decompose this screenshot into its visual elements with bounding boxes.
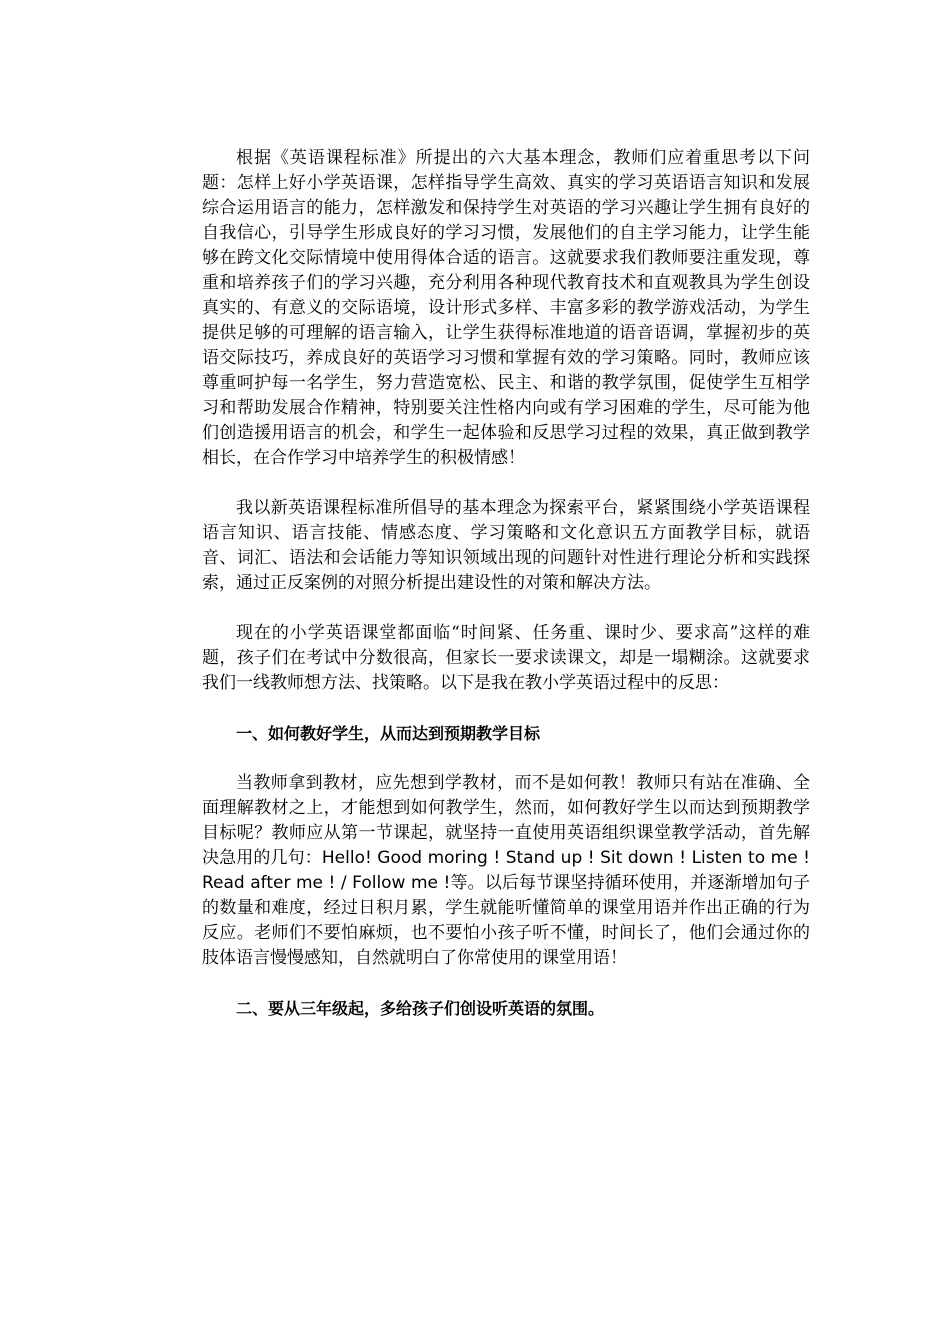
paragraph-challenges: 现在的小学英语课堂都面临“时间紧、任务重、课时少、要求高”这样的难题，孩子们在考试中分数很高，但家长一要求读课文，却是一塌糊涂。这就要求我们一线教师想方法、找策略。以下是我在教小学英语过程中的反思：: [202, 623, 810, 693]
english-classroom-phrases: Hello! Good moring ! Stand up ! Sit down ! Listen to me ! Read after me ! / Follow me !: [202, 848, 810, 893]
section-heading-1: 一、如何教好学生，从而达到预期教学目标: [236, 724, 541, 743]
paragraph-text-a: 当教师拿到教材，应先想到学教材，而不是如何教！教师只有站在准确、全面理解教材之上，才能想到如何教学生，然而，如何教好学生以而达到预期教学目标呢？教师应从第一节课起，就坚持一直使用英语组织课堂教学活动，首先解决急用的几句：: [202, 773, 810, 868]
section-heading-2: 二、要从三年级起，多给孩子们创设听英语的氛围。: [236, 999, 605, 1018]
document-body: [202, 146, 810, 1046]
paragraph-text-b: 等。以后每节课坚持循环使用，并逐渐增加句子的数量和难度，经过日积月累，学生就能听懂简单的课堂用语并作出正确的行为反应。老师们不要怕麻烦，也不要怕小孩子听不懂，时间长了，他们会通过你的肢体语言慢慢感知，自然就明白了你常使用的课堂用语！: [202, 873, 810, 968]
paragraph-classroom-english: [202, 771, 810, 971]
paragraph-principles: 根据《英语课程标准》所提出的六大基本理念，教师们应着重思考以下问题：怎样上好小学英语课，怎样指导学生高效、真实的学习英语语言知识和发展综合运用语言的能力，怎样激发和保持学生对英语的学习兴趣让学生拥有良好的自我信心，引导学生形成良好的学习习惯，发展他们的自主学习能力，让学生能够在跨文化交际情境中使用得体合适的语言。这就要求我们教师要注重发现，尊重和培养孩子们的学习兴趣，充分利用各种现代教育技术和直观教具为学生创设真实的、有意义的交际语境，设计形式多样、丰富多彩的教学游戏活动，为学生提供足够的可理解的语言输入，让学生获得标准地道的语音语调，掌握初步的英语交际技巧，养成良好的英语学习习惯和掌握有效的学习策略。同时，教师应该尊重呵护每一名学生，努力营造宽松、民主、和谐的教学氛围，促使学生互相学习和帮助发展合作精神，特别要关注性格内向或有学习困难的学生，尽可能为他们创造援用语言的机会，和学生一起体验和反思学习过程的效果，真正做到教学相长，在合作学习中培养学生的积极情感！: [202, 148, 810, 468]
paragraph-exploration: 我以新英语课程标准所倡导的基本理念为探索平台，紧紧围绕小学英语课程语言知识、语言技能、情感态度、学习策略和文化意识五方面教学目标，就语音、词汇、语法和会话能力等知识领域出现的问题针对性进行理论分析和实践探索，通过正反案例的对照分析提出建设性的对策和解决方法。: [202, 498, 810, 593]
